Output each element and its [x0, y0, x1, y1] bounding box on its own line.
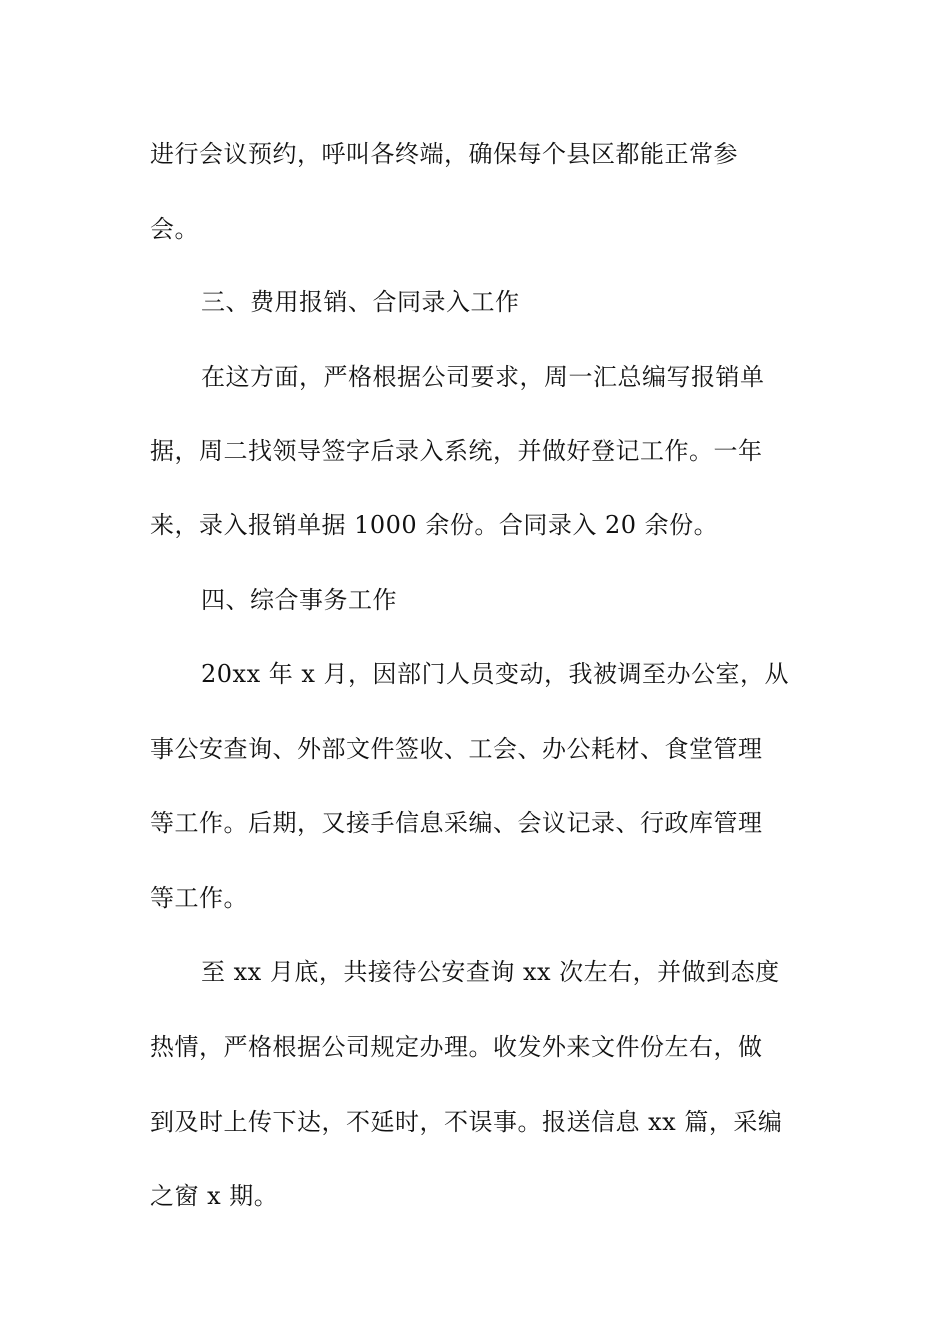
- text-line: 进行会议预约，呼叫各终端，确保每个县区都能正常参: [150, 140, 738, 168]
- text-line: 在这方面，严格根据公司要求，周一汇总编写报销单: [201, 363, 765, 391]
- text-line: 等工作。后期，又接手信息采编、会议记录、行政库管理: [150, 809, 763, 837]
- text-line: 20xx 年 x 月，因部门人员变动，我被调至办公室，从: [201, 660, 790, 688]
- text-line: 等工作。: [150, 884, 248, 912]
- text-line: 至 xx 月底，共接待公安查询 xx 次左右，并做到态度: [201, 958, 780, 986]
- section-heading: 四、综合事务工作: [201, 586, 397, 614]
- text-line: 热情，严格根据公司规定办理。收发外来文件份左右，做: [150, 1033, 763, 1061]
- text-line: 到及时上传下达，不延时，不误事。报送信息 xx 篇，采编: [150, 1108, 783, 1136]
- text-line: 之窗 x 期。: [150, 1182, 279, 1210]
- text-line: 会。: [150, 215, 199, 243]
- section-heading: 三、费用报销、合同录入工作: [201, 288, 520, 316]
- text-line: 来，录入报销单据 1000 余份。合同录入 20 余份。: [150, 511, 719, 539]
- text-line: 据，周二找领导签字后录入系统，并做好登记工作。一年: [150, 437, 763, 465]
- text-line: 事公安查询、外部文件签收、工会、办公耗材、食堂管理: [150, 735, 763, 763]
